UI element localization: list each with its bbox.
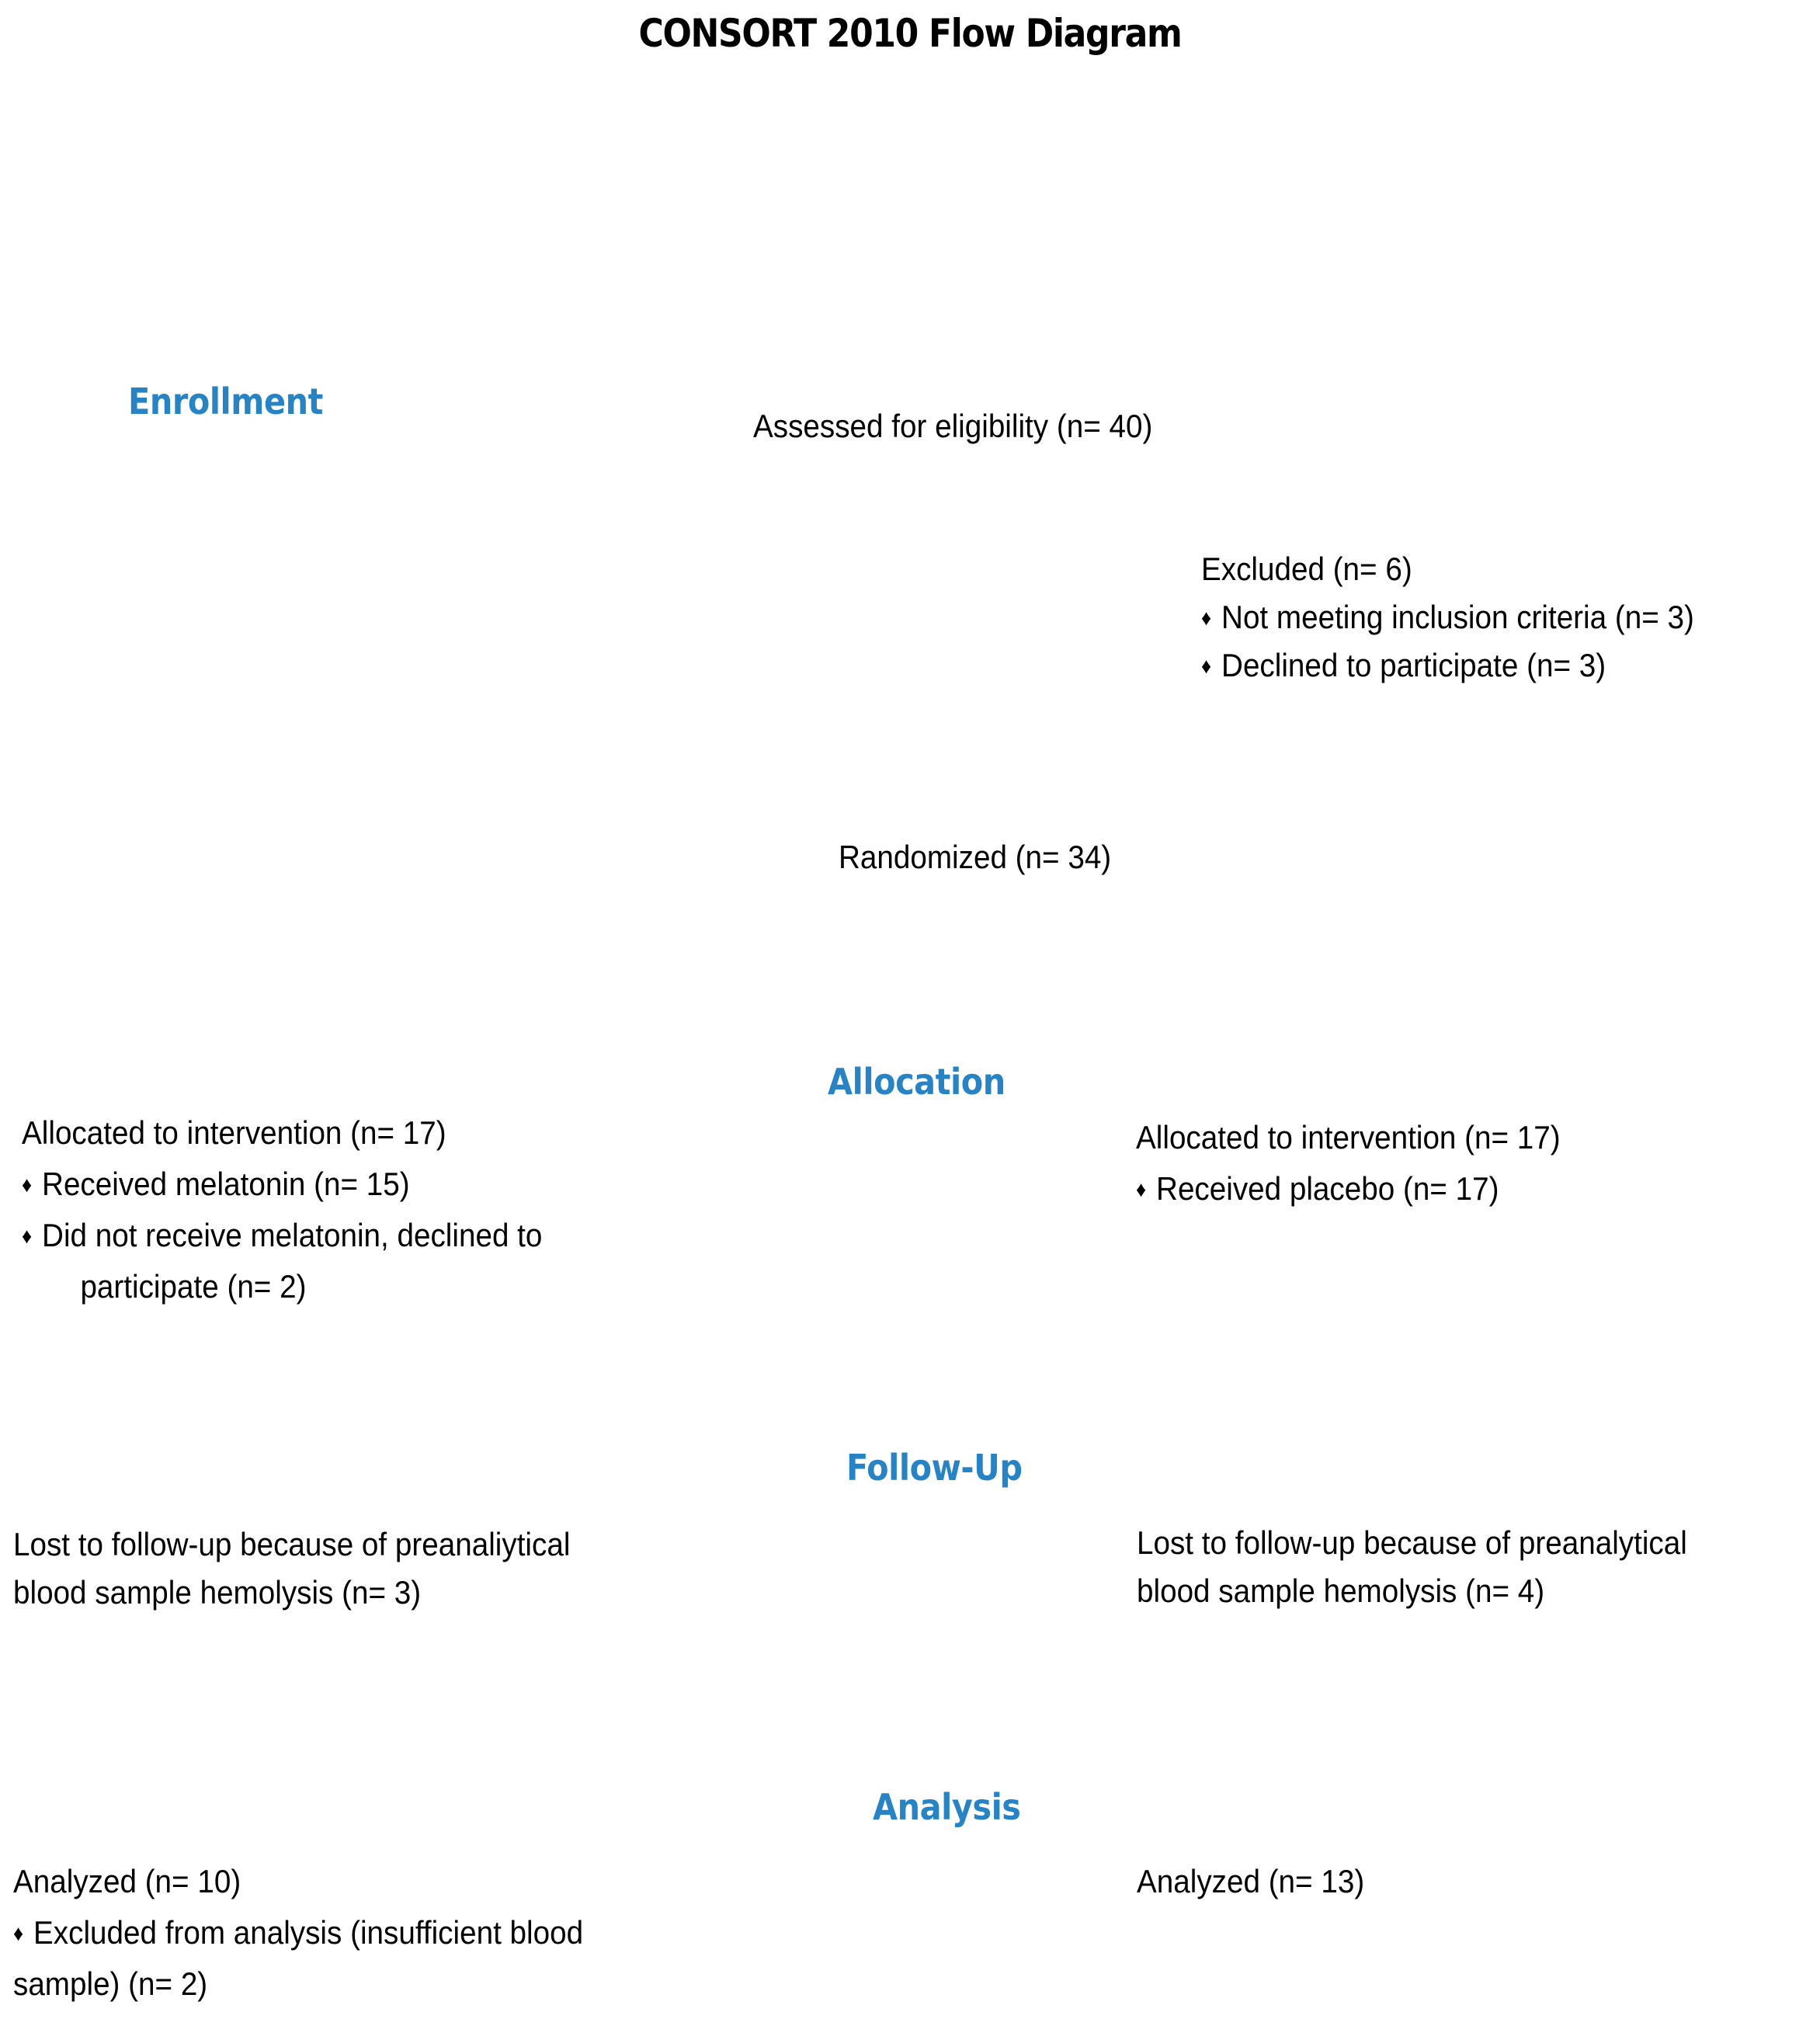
excluded-label: Excluded (n= 6) [1201,551,1412,587]
follow-up-right-line: blood sample hemolysis (n= 4) [1137,1572,1545,1609]
excluded-box [1201,553,1694,697]
follow-up-left-line: blood sample hemolysis (n= 3) [13,1574,422,1611]
diamond-bullet-icon: ♦ [1136,1177,1147,1201]
excluded-item: ♦ Declined to participate (n= 3) [1201,647,1606,683]
follow-up-left-line: Lost to follow-up because of preanaliytical [13,1526,571,1562]
assessed-box: Assessed for eligibility (n= 40) [753,408,1153,444]
diamond-bullet-icon: ♦ [22,1173,33,1197]
diagram-title: CONSORT 2010 Flow Diagram [638,11,1182,56]
follow-up-right-box [1137,1524,1687,1623]
allocation-left-item: ♦ Received melatonin (n= 15) [22,1166,410,1202]
allocation-right-item: ♦ Received placebo (n= 17) [1136,1170,1499,1207]
allocation-right-box [1136,1121,1561,1224]
analysis-left-label: Analyzed (n= 10) [13,1863,241,1899]
diamond-bullet-icon: ♦ [1201,654,1212,678]
allocation-left-box [22,1114,543,1322]
analysis-left-item-continued: sample) (n= 2) [13,1965,208,2002]
allocation-right-label: Allocated to intervention (n= 17) [1136,1119,1561,1155]
randomized-box: Randomized (n= 34) [839,839,1112,875]
analysis-right-box: Analyzed (n= 13) [1137,1863,1365,1899]
follow-up-right-line: Lost to follow-up because of preanalytical [1137,1524,1687,1561]
stage-heading-enrollment: Enrollment [128,381,323,422]
diamond-bullet-icon: ♦ [13,1921,24,1945]
analysis-left-box [13,1865,583,2019]
stage-heading-follow-up: Follow-Up [846,1447,1023,1489]
diamond-bullet-icon: ♦ [1201,606,1212,630]
excluded-item: ♦ Not meeting inclusion criteria (n= 3) [1201,599,1694,635]
allocation-left-label: Allocated to intervention (n= 17) [22,1114,446,1151]
follow-up-left-box [13,1528,570,1625]
stage-heading-analysis: Analysis [873,1786,1021,1828]
stage-heading-allocation: Allocation [828,1061,1006,1103]
allocation-left-item: ♦ Did not receive melatonin, declined to [22,1217,543,1253]
analysis-left-item: ♦ Excluded from analysis (insufficient blood [13,1914,584,1951]
diamond-bullet-icon: ♦ [22,1224,33,1248]
allocation-left-item-continued: participate (n= 2) [80,1268,307,1305]
